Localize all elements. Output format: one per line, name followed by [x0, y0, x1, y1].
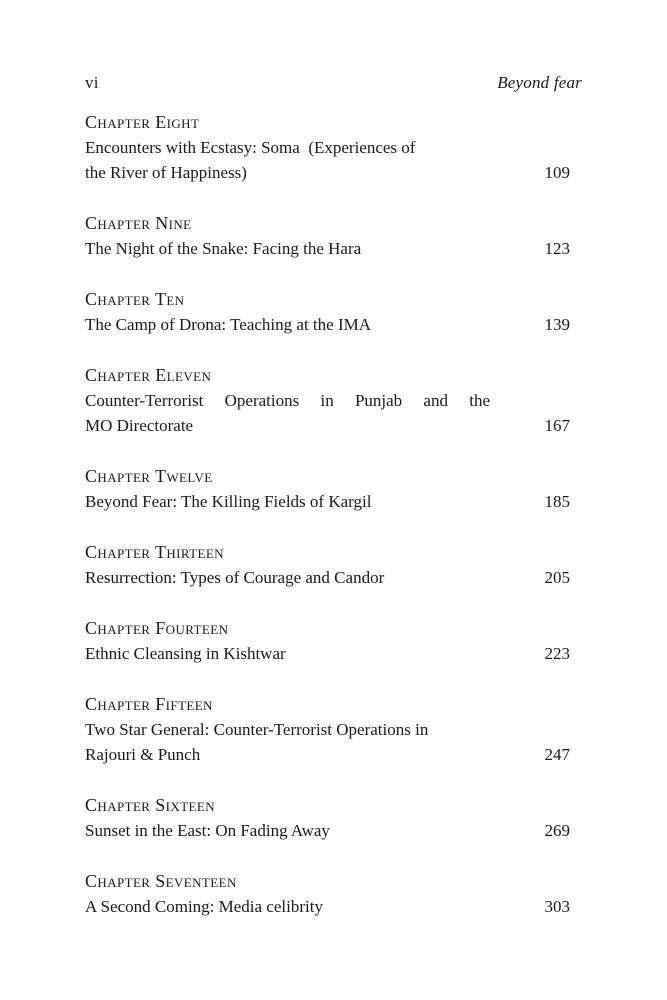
- chapter-title-line: Counter-Terrorist Operations in Punjab and the: [85, 391, 490, 410]
- toc-entry: [85, 211, 570, 261]
- chapter-title: [85, 388, 490, 438]
- chapter-page-number: 109: [544, 163, 570, 182]
- toc-entry: [85, 793, 570, 843]
- running-header: [85, 72, 582, 93]
- book-title: Beyond fear: [497, 73, 582, 92]
- chapter-page-number: 223: [544, 644, 570, 663]
- chapter-page-number: 269: [544, 821, 570, 840]
- chapter-title: [85, 717, 490, 767]
- entry-body: [85, 641, 570, 666]
- toc-list: [85, 110, 570, 919]
- chapter-title-line: the River of Happiness): [85, 163, 247, 182]
- chapter-title-line: Rajouri & Punch: [85, 745, 201, 764]
- chapter-title: [85, 236, 490, 261]
- entry-body: [85, 565, 570, 590]
- chapter-heading: Chapter Fourteen: [85, 618, 229, 638]
- chapter-heading: Chapter Fifteen: [85, 694, 213, 714]
- toc-entry: [85, 540, 570, 590]
- chapter-title-line: Two Star General: Counter-Terrorist Operations in: [85, 720, 429, 739]
- chapter-heading: Chapter Twelve: [85, 466, 213, 486]
- toc-entry: [85, 363, 570, 438]
- chapter-title-line: Resurrection: Types of Courage and Candor: [85, 568, 385, 587]
- chapter-heading: Chapter Eleven: [85, 365, 212, 385]
- toc-entry: [85, 869, 570, 919]
- chapter-title: [85, 565, 490, 590]
- chapter-heading: Chapter Seventeen: [85, 871, 237, 891]
- chapter-heading: Chapter Ten: [85, 289, 185, 309]
- chapter-page-number: 167: [544, 416, 570, 435]
- chapter-title-line: Encounters with Ecstasy: Soma (Experiences of: [85, 138, 416, 157]
- entry-body: [85, 717, 570, 767]
- chapter-title-line: The Camp of Drona: Teaching at the IMA: [85, 315, 371, 334]
- chapter-title-line: MO Directorate: [85, 416, 194, 435]
- entry-body: [85, 236, 570, 261]
- toc-entry: [85, 464, 570, 514]
- chapter-page-number: 123: [544, 239, 570, 258]
- chapter-page-number: 205: [544, 568, 570, 587]
- chapter-title: [85, 641, 490, 666]
- chapter-page-number: 185: [544, 492, 570, 511]
- chapter-title: [85, 894, 490, 919]
- page-number-folio: vi: [85, 73, 99, 92]
- chapter-title-line: A Second Coming: Media celibrity: [85, 897, 323, 916]
- chapter-heading: Chapter Eight: [85, 112, 200, 132]
- chapter-title-line: Ethnic Cleansing in Kishtwar: [85, 644, 286, 663]
- entry-body: [85, 818, 570, 843]
- entry-body: [85, 489, 570, 514]
- chapter-title: [85, 818, 490, 843]
- chapter-title-line: Sunset in the East: On Fading Away: [85, 821, 330, 840]
- entry-body: [85, 894, 570, 919]
- entry-body: [85, 135, 570, 185]
- chapter-title-line: Beyond Fear: The Killing Fields of Kargil: [85, 492, 372, 511]
- chapter-title-line: The Night of the Snake: Facing the Hara: [85, 239, 362, 258]
- entry-body: [85, 312, 570, 337]
- chapter-heading: Chapter Nine: [85, 213, 192, 233]
- chapter-title: [85, 312, 490, 337]
- chapter-page-number: 139: [544, 315, 570, 334]
- entry-body: [85, 388, 570, 438]
- chapter-heading: Chapter Thirteen: [85, 542, 224, 562]
- toc-entry: [85, 110, 570, 185]
- toc-entry: [85, 616, 570, 666]
- chapter-title: [85, 135, 490, 185]
- toc-entry: [85, 692, 570, 767]
- chapter-page-number: 247: [544, 745, 570, 764]
- chapter-heading: Chapter Sixteen: [85, 795, 216, 815]
- chapter-title: [85, 489, 490, 514]
- toc-entry: [85, 287, 570, 337]
- chapter-page-number: 303: [544, 897, 570, 916]
